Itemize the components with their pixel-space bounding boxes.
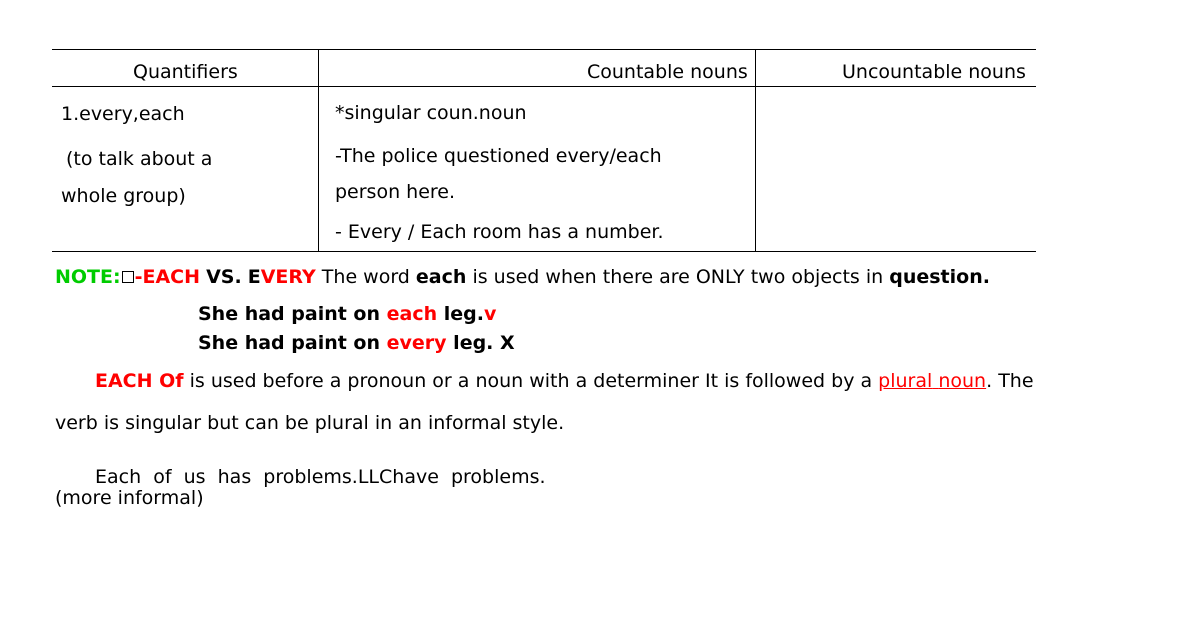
table-bottom-border [52,251,1036,252]
countable-example-1-line1: -The police questioned every/each [335,145,662,167]
note-very: VERY [260,266,316,288]
table-top-border [52,49,1036,50]
note-each-word: each [415,266,467,288]
countable-rule: *singular coun.noun [335,102,527,124]
example-each-word: each [386,303,438,325]
note-line [55,266,990,288]
note-each: EACH [142,266,201,288]
example-every-pre: She had paint on [198,332,387,354]
table-column-divider-1 [318,49,319,252]
paragraph-line-1 [95,370,1034,392]
countable-example-1-line2: person here. [335,181,456,203]
note-dash: - [134,266,143,288]
header-uncountable-nouns: Uncountable nouns [842,61,1026,83]
example-each-post: leg. [437,303,484,325]
header-quantifiers: Quantifiers [133,61,238,83]
example-more-informal: (more informal) [55,487,204,509]
each-of-term: EACH Of [95,370,184,392]
note-e: E [247,266,261,288]
example-each-checkmark: v [483,303,497,325]
plural-word: plural [878,370,933,392]
note-vs: VS. [206,266,242,288]
example-each-pre: She had paint on [198,303,387,325]
table-header-border [52,86,1036,87]
checkbox-square-icon [122,271,134,283]
example-each-leg [198,303,496,325]
note-text-2: is used when there are ONLY two objects in [466,266,890,288]
note-question: question. [889,266,990,288]
example-each-of-us: Each of us has problems.LLChave problems. [95,466,546,488]
table-column-divider-2 [755,49,756,252]
note-text-1: The word [315,266,416,288]
paragraph-text-1: is used before a pronoun or a noun with a determiner It is followed by a [183,370,879,392]
example-every-leg [198,332,515,354]
quantifier-desc-line2: whole group) [61,185,186,207]
quantifier-desc-line1: (to talk about a [66,148,213,170]
noun-word: noun [938,370,987,392]
paragraph-line-2: verb is singular but can be plural in an informal style. [55,412,565,434]
quantifier-every-each: 1.every,each [61,103,185,125]
note-label: NOTE: [55,266,121,288]
example-every-post: leg. X [446,332,515,354]
countable-example-2: - Every / Each room has a number. [335,221,664,243]
paragraph-text-2: . The [986,370,1034,392]
example-every-word: every [386,332,447,354]
header-countable-nouns: Countable nouns [587,61,748,83]
